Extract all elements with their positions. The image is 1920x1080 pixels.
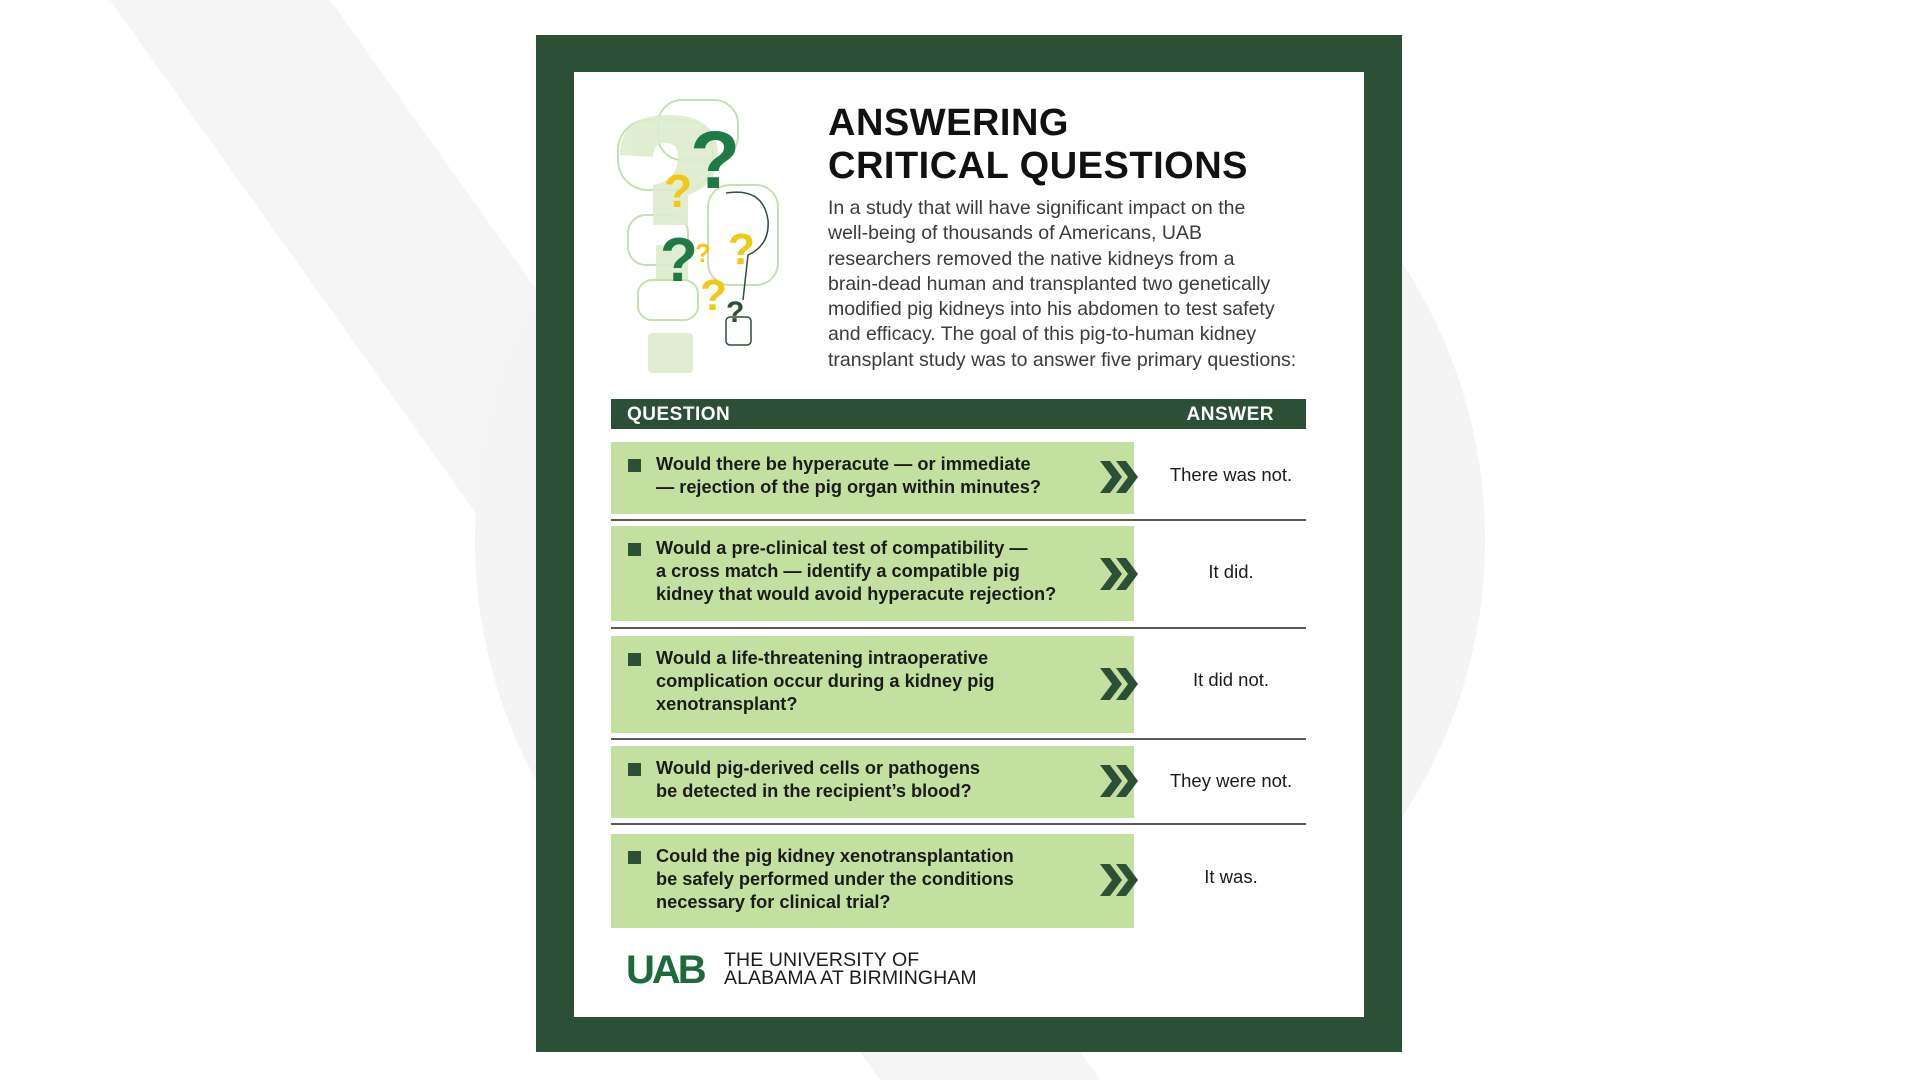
question-line: xenotransplant? [656, 694, 798, 714]
answer-text: It did not. [1192, 669, 1270, 690]
intro-line: In a study that will have significant impact on the [828, 197, 1246, 219]
question-line: be safely performed under the conditions [656, 869, 1014, 889]
question-mark-glyph: ? [690, 115, 741, 206]
question-line: — rejection of the pig organ within minutes? [656, 477, 1041, 497]
question-text [656, 845, 1126, 914]
question-cell [611, 442, 1134, 514]
question-cell [611, 746, 1134, 818]
answer-text: It did. [1208, 561, 1254, 582]
question-line: complication occur during a kidney pig [656, 671, 995, 691]
bullet-square-icon [628, 851, 641, 864]
double-chevron-right-icon [1098, 459, 1142, 495]
question-mark-glyph: ? [660, 226, 698, 295]
bullet-square-icon [628, 543, 641, 556]
intro-line: modified pig kidneys into his abdomen to test safety [828, 298, 1275, 321]
question-line: Could the pig kidney xenotransplantation [656, 846, 1014, 866]
university-name [724, 951, 977, 987]
title-line-2: CRITICAL QUESTIONS [828, 145, 1248, 187]
intro-line: well-being of thousands of Americans, UAB [828, 222, 1202, 245]
intro-line: transplant study was to answer five primary questions: [828, 348, 1297, 371]
row-divider [611, 823, 1306, 825]
question-mark-glyph: ? [695, 238, 711, 268]
question-cell [611, 636, 1134, 733]
bullet-square-icon [628, 763, 641, 776]
intro-line: brain-dead human and transplanted two genetically [828, 272, 1271, 295]
table-row [611, 636, 1306, 733]
table-row [611, 442, 1306, 514]
university-line-1: THE UNIVERSITY OF [724, 949, 920, 971]
table-row [611, 834, 1306, 928]
university-line-2: ALABAMA AT BIRMINGHAM [724, 967, 977, 989]
question-mark-glyph: ? [728, 225, 755, 274]
svg-text:UAB: UAB [626, 950, 704, 988]
row-divider [611, 738, 1306, 740]
answer-text: There was not. [1169, 464, 1293, 485]
question-text [656, 453, 1126, 499]
question-line: a cross match — identify a compatible pig [656, 561, 1020, 581]
double-chevron-right-icon [1098, 556, 1142, 592]
intro-line: and efficacy. The goal of this pig-to-human kidney [828, 323, 1257, 346]
page-title [828, 102, 1328, 188]
question-line: Would a pre-clinical test of compatibility — [656, 538, 1028, 558]
question-mark-glyph: ? [664, 165, 693, 217]
double-chevron-right-icon [1098, 862, 1142, 898]
question-line: necessary for clinical trial? [656, 892, 891, 912]
question-text [656, 757, 1126, 803]
question-text [656, 647, 1126, 716]
question-column-header: QUESTION [627, 404, 731, 425]
question-line: Would pig-derived cells or pathogens [656, 758, 981, 778]
question-cell [611, 526, 1134, 621]
question-line: be detected in the recipient’s blood? [656, 781, 972, 801]
intro-line: researchers removed the native kidneys from a [828, 247, 1235, 270]
table-row [611, 746, 1306, 818]
question-cell [611, 834, 1134, 928]
answer-text: It was. [1204, 866, 1258, 887]
double-chevron-right-icon [1098, 763, 1142, 799]
question-line: kidney that would avoid hyperacute rejection? [656, 584, 1057, 604]
intro-paragraph [828, 196, 1328, 373]
double-chevron-right-icon [1098, 666, 1142, 702]
answer-column-header: ANSWER [1186, 404, 1274, 425]
table-header [611, 399, 1306, 429]
question-mark-glyph: ? [726, 296, 745, 329]
bullet-square-icon [628, 653, 641, 666]
uab-logo [626, 950, 736, 988]
question-text [656, 537, 1126, 606]
row-divider [611, 627, 1306, 629]
answer-text: They were not. [1169, 770, 1293, 791]
question-line: Would there be hyperacute — or immediate [656, 454, 1031, 474]
question-mark-glyph: ? [700, 271, 727, 320]
question-line: Would a life-threatening intraoperative [656, 648, 989, 668]
title-line-1: ANSWERING [828, 102, 1069, 144]
bullet-square-icon [628, 459, 641, 472]
table-row [611, 526, 1306, 621]
row-divider [611, 519, 1306, 521]
